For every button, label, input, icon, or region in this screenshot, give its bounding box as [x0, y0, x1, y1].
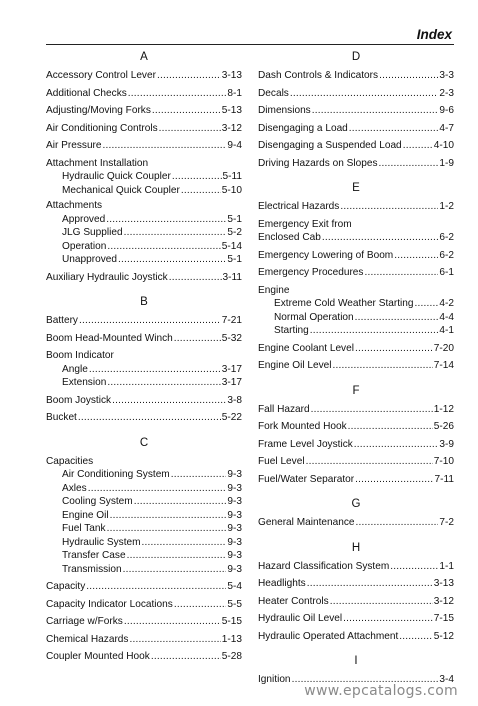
index-entry[interactable]	[46, 120, 242, 138]
section-letter-e: E	[352, 182, 360, 194]
index-entry[interactable]	[46, 67, 242, 85]
entry-page: 5-13	[221, 105, 242, 116]
entry-page: 5-15	[221, 616, 242, 627]
entry-label: Fuel/Water Separator	[258, 473, 355, 485]
index-entry[interactable]	[258, 471, 454, 489]
index-entry	[258, 231, 454, 245]
entry-label: Boom Head-Mounted Winch	[46, 332, 173, 344]
entry-label: Extreme Cold Weather Starting	[274, 298, 414, 309]
dot-leader	[333, 359, 433, 373]
entry-page: 9-4	[227, 140, 242, 151]
index-subentry[interactable]	[46, 240, 242, 254]
index-entry[interactable]	[258, 436, 454, 454]
entry-page: 9-3	[227, 469, 242, 480]
index-subentry[interactable]	[46, 376, 242, 390]
entry-label: Fuel Tank	[62, 523, 106, 534]
entry-label: Mechanical Quick Coupler	[62, 184, 180, 196]
entry-label: Coupler Mounted Hook	[46, 651, 150, 662]
index-column-left	[46, 47, 242, 666]
entry-label: Additional Checks	[46, 87, 127, 99]
entry-label: Adjusting/Moving Forks	[46, 105, 151, 116]
dot-leader	[103, 139, 227, 153]
index-entry[interactable]	[258, 357, 454, 375]
index-entry-group[interactable]	[258, 218, 454, 245]
dot-leader	[349, 122, 439, 136]
index-subentry[interactable]	[46, 563, 242, 577]
index-subentry[interactable]	[46, 536, 242, 550]
entry-heading: Capacities	[46, 455, 94, 467]
section-letter-g: G	[351, 498, 361, 510]
section-letter-f: F	[352, 384, 360, 397]
dot-leader	[364, 266, 438, 280]
entry-label: Fork Mounted Hook	[258, 421, 347, 432]
entry-page: 1-12	[433, 403, 454, 415]
index-subentry[interactable]	[46, 184, 242, 198]
dot-leader	[89, 363, 221, 377]
index-entry[interactable]	[46, 596, 242, 614]
dot-leader	[128, 87, 227, 101]
dot-leader	[112, 394, 226, 408]
entry-page: 9-3	[227, 523, 242, 534]
dot-leader	[322, 231, 439, 245]
index-entry[interactable]	[46, 330, 242, 348]
entry-page: 5-10	[221, 184, 242, 196]
entry-label: Carriage w/Forks	[46, 616, 123, 627]
dot-leader	[106, 213, 226, 227]
entry-page: 1-2	[439, 201, 454, 212]
entry-page: 7-11	[434, 473, 454, 485]
entry-page: 9-3	[227, 482, 242, 494]
entry-label: Emergency Procedures	[258, 267, 364, 278]
entry-page: 5-5	[227, 598, 242, 610]
index-entry[interactable]	[46, 269, 242, 287]
entry-page: 7-2	[439, 517, 454, 528]
entry-label: Disengaging a Load	[258, 122, 348, 134]
dot-leader	[151, 650, 221, 664]
dot-leader	[124, 226, 227, 240]
entry-page: 5-4	[227, 581, 242, 592]
dot-leader	[354, 438, 439, 452]
index-column-right	[258, 47, 454, 689]
entry-label: Battery	[46, 315, 78, 326]
entry-label: Dash Controls & Indicators	[258, 70, 379, 81]
entry-page: 9-3	[227, 509, 242, 521]
dot-leader	[107, 522, 227, 536]
entry-page: 7-20	[433, 342, 454, 354]
entry-page: 5-22	[221, 412, 242, 423]
entry-page: 4-10	[433, 140, 454, 151]
entry-page: 5-32	[221, 332, 242, 344]
entry-heading: Boom Indicator	[46, 350, 114, 361]
entry-page: 4-4	[439, 311, 454, 323]
index-entry[interactable]	[258, 628, 454, 646]
dot-leader	[169, 271, 222, 285]
entry-page: 7-15	[433, 613, 454, 624]
dot-leader	[181, 184, 221, 198]
dot-leader	[290, 87, 439, 101]
entry-label: Approved	[62, 213, 106, 225]
entry-page: 6-1	[439, 267, 454, 278]
entry-page: 9-6	[439, 105, 454, 116]
dot-leader	[107, 240, 220, 254]
index-subentry[interactable]	[46, 549, 242, 563]
entry-label: Capacity Indicator Locations	[46, 598, 173, 610]
entry-label: Engine Oil Level	[258, 360, 332, 371]
dot-leader	[134, 495, 227, 509]
entry-label: General Maintenance	[258, 517, 355, 528]
index-entry[interactable]	[46, 85, 242, 103]
dot-leader	[399, 630, 433, 644]
index-entry[interactable]	[258, 593, 454, 611]
index-subentry[interactable]	[46, 509, 242, 523]
entry-page: 5-11	[222, 171, 242, 182]
entry-page: 5-2	[227, 227, 242, 238]
index-entry-group	[46, 349, 242, 390]
entry-page: 3-17	[221, 377, 242, 388]
dot-leader	[390, 560, 438, 574]
entry-page: 9-3	[227, 550, 242, 561]
index-entry[interactable]	[258, 247, 454, 265]
index-entry[interactable]	[46, 392, 242, 410]
index-entry[interactable]	[258, 610, 454, 628]
entry-page: 9-3	[227, 496, 242, 507]
entry-page: 3-17	[221, 363, 242, 375]
entry-label: Accessory Control Lever	[46, 70, 156, 81]
index-entry[interactable]	[258, 340, 454, 358]
entry-page: 6-2	[439, 232, 454, 243]
index-subentry[interactable]	[258, 324, 454, 338]
index-entry-group	[46, 199, 242, 267]
entry-label: Chemical Hazards	[46, 633, 129, 645]
entry-label: Cooling System	[62, 496, 133, 507]
index-entry[interactable]	[258, 155, 454, 173]
dot-leader	[86, 580, 226, 594]
entry-label: Axles	[62, 482, 87, 494]
entry-page: 5-1	[227, 254, 242, 265]
entry-label: Driving Hazards on Slopes	[258, 157, 378, 169]
dot-leader	[311, 403, 433, 417]
dot-leader	[340, 200, 438, 214]
index-subentry[interactable]	[46, 468, 242, 482]
index-entry[interactable]	[46, 137, 242, 155]
entry-page: 2-3	[439, 87, 454, 99]
index-subentry[interactable]	[46, 363, 242, 377]
index-subentry[interactable]	[258, 297, 454, 311]
index-entry[interactable]	[46, 578, 242, 596]
dot-leader	[355, 311, 439, 325]
entry-label: Frame Level Joystick	[258, 438, 353, 450]
dot-leader	[110, 509, 227, 523]
entry-label: Engine Oil	[62, 509, 109, 521]
entry-label: Dimensions	[258, 105, 311, 116]
entry-page: 3-3	[439, 70, 454, 81]
index-entry-group	[46, 157, 242, 198]
entry-label: Air Pressure	[46, 140, 102, 151]
entry-label: JLG Supplied	[62, 227, 123, 238]
entry-label: Headlights	[258, 578, 306, 589]
index-entry[interactable]	[258, 401, 454, 419]
index-entry[interactable]	[258, 575, 454, 593]
index-entry[interactable]	[46, 312, 242, 330]
index-entry[interactable]	[46, 409, 242, 427]
entry-page: 5-26	[433, 421, 454, 432]
header-rule	[46, 44, 454, 45]
entry-label: Transfer Case	[62, 550, 126, 561]
entry-label: Starting	[274, 325, 309, 336]
dot-leader	[356, 516, 439, 530]
dot-leader	[129, 633, 220, 647]
entry-page: 9-3	[227, 563, 242, 575]
dot-leader	[415, 297, 439, 311]
entry-label: Decals	[258, 87, 289, 99]
entry-page: 3-8	[227, 394, 242, 406]
entry-page: 3-12	[221, 122, 242, 134]
entry-page: 8-1	[227, 87, 242, 99]
index-subentry[interactable]	[46, 226, 242, 240]
entry-page: 3-4	[439, 674, 454, 685]
dot-leader	[124, 615, 221, 629]
entry-label: Engine Coolant Level	[258, 342, 354, 354]
entry-label: Air Conditioning System	[62, 469, 170, 480]
dot-leader	[159, 122, 221, 136]
index-entry[interactable]	[46, 631, 242, 649]
dot-leader	[88, 482, 227, 496]
index-subentry[interactable]	[46, 170, 242, 184]
dot-leader	[355, 473, 433, 487]
entry-label: Bucket	[46, 412, 77, 423]
entry-page: 5-14	[221, 240, 242, 252]
index-entry[interactable]	[258, 264, 454, 282]
entry-page: 4-1	[439, 325, 454, 336]
dot-leader	[123, 563, 227, 577]
dot-leader	[394, 249, 438, 263]
entry-page: 1-13	[221, 633, 242, 645]
dot-leader	[310, 324, 439, 338]
entry-page: 3-13	[433, 578, 454, 589]
index-entry[interactable]	[258, 558, 454, 576]
entry-page: 4-2	[439, 298, 454, 309]
index-subentry[interactable]	[258, 311, 454, 325]
section-letter-a: A	[140, 51, 148, 63]
index-subentry[interactable]	[46, 495, 242, 509]
entry-page: 7-21	[221, 315, 242, 326]
entry-page: 3-12	[433, 595, 454, 607]
dot-leader	[174, 332, 221, 346]
entry-page: 3-11	[222, 271, 242, 283]
index-entry[interactable]	[258, 514, 454, 532]
dot-leader	[330, 595, 433, 609]
dot-leader	[174, 598, 227, 612]
section-letter-c: C	[139, 436, 149, 449]
entry-page: 4-7	[439, 122, 454, 134]
index-entry[interactable]	[258, 85, 454, 103]
entry-label: Operation	[62, 240, 107, 252]
entry-label: Emergency Lowering of Boom	[258, 249, 394, 261]
entry-label: Unapproved	[62, 254, 117, 265]
dot-leader	[107, 376, 220, 390]
entry-label: Boom Joystick	[46, 394, 112, 406]
entry-label-line1: Emergency Exit from	[258, 218, 352, 230]
dot-leader	[142, 536, 227, 550]
index-entry-group	[46, 455, 242, 577]
dot-leader	[348, 420, 433, 434]
index-entry[interactable]	[46, 648, 242, 666]
entry-page: 7-14	[433, 360, 454, 371]
index-subentry[interactable]	[46, 522, 242, 536]
entry-label: Air Conditioning Controls	[46, 122, 158, 134]
index-subentry[interactable]	[46, 253, 242, 267]
index-entry[interactable]	[258, 453, 454, 471]
entry-label: Hydraulic System	[62, 536, 141, 548]
dot-leader	[306, 455, 433, 469]
dot-leader	[379, 157, 439, 171]
entry-page: 3-9	[439, 438, 454, 450]
entry-heading: Attachments	[46, 200, 103, 211]
entry-label: Normal Operation	[274, 311, 354, 323]
section-letter-d: D	[351, 51, 361, 63]
entry-label: Hydraulic Operated Attachment	[258, 630, 399, 642]
entry-label: Transmission	[62, 563, 122, 575]
entry-page: 3-13	[221, 70, 242, 81]
dot-leader	[127, 549, 227, 563]
dot-leader	[307, 577, 433, 591]
entry-label-line2: Enclosed Cab	[258, 232, 321, 243]
section-letter-b: B	[140, 296, 148, 308]
index-entry[interactable]	[258, 120, 454, 138]
header-title: Index	[416, 27, 452, 42]
dot-leader	[157, 69, 221, 83]
section-letter-h: H	[351, 541, 361, 554]
entry-label: Hydraulic Quick Coupler	[62, 171, 171, 182]
entry-label: Hazard Classification System	[258, 560, 390, 572]
dot-leader	[379, 69, 438, 83]
entry-label: Electrical Hazards	[258, 201, 340, 212]
index-subentry[interactable]	[46, 482, 242, 496]
entry-page: 7-10	[433, 456, 454, 467]
entry-label: Angle	[62, 363, 88, 375]
index-entry[interactable]	[258, 198, 454, 216]
index-entry[interactable]	[46, 613, 242, 631]
entry-label: Hydraulic Oil Level	[258, 613, 343, 624]
entry-label: Disengaging a Suspended Load	[258, 140, 402, 151]
watermark-url: www.epcatalogs.com	[304, 683, 458, 699]
entry-label: Ignition	[258, 674, 291, 685]
dot-leader	[343, 612, 433, 626]
index-entry[interactable]	[258, 418, 454, 436]
entry-heading: Attachment Installation	[46, 157, 149, 169]
dot-leader	[152, 104, 221, 118]
entry-label: Capacity	[46, 581, 86, 592]
entry-page: 1-9	[439, 157, 454, 169]
entry-label: Heater Controls	[258, 595, 329, 607]
dot-leader	[171, 468, 227, 482]
dot-leader	[118, 253, 226, 267]
entry-page: 5-12	[433, 630, 454, 642]
entry-page: 6-2	[439, 249, 454, 261]
dot-leader	[403, 139, 433, 153]
dot-leader	[78, 411, 221, 425]
entry-page: 5-1	[227, 213, 242, 225]
index-entry-group	[258, 284, 454, 338]
entry-heading: Engine	[258, 284, 290, 296]
index-subentry[interactable]	[46, 213, 242, 227]
entry-page: 9-3	[227, 536, 242, 548]
entry-page: 1-1	[439, 560, 454, 572]
entry-label: Extension	[62, 377, 107, 388]
entry-page: 5-28	[221, 651, 242, 662]
entry-label: Fuel Level	[258, 456, 305, 467]
index-entry[interactable]	[258, 102, 454, 120]
entry-label: Auxiliary Hydraulic Joystick	[46, 271, 168, 283]
dot-leader	[312, 104, 439, 118]
dot-leader	[355, 342, 433, 356]
index-entry[interactable]	[258, 137, 454, 155]
dot-leader	[79, 314, 221, 328]
dot-leader	[172, 170, 222, 184]
index-entry[interactable]	[258, 67, 454, 85]
index-entry[interactable]	[46, 102, 242, 120]
section-letter-i: I	[354, 655, 358, 667]
entry-label: Fall Hazard	[258, 403, 310, 415]
